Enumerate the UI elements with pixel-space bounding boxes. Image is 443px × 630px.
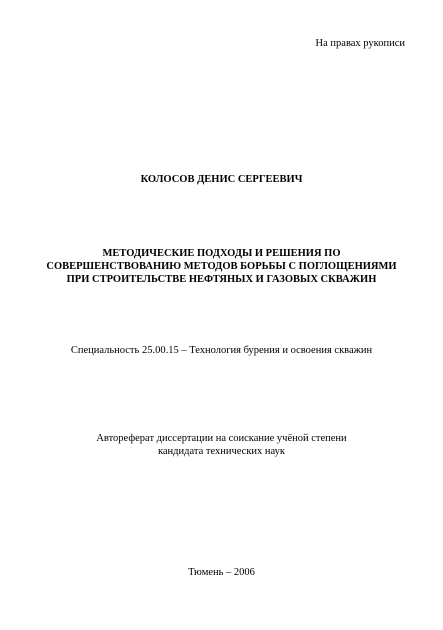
abstract-statement bbox=[0, 432, 443, 458]
city-year: Тюмень – 2006 bbox=[188, 567, 255, 578]
title-line-1: МЕТОДИЧЕСКИЕ ПОДХОДЫ И РЕШЕНИЯ ПО bbox=[102, 248, 341, 259]
title-line-2: СОВЕРШЕНСТВОВАНИЮ МЕТОДОВ БОРЬБЫ С ПОГЛОЩЕНИЯМИ bbox=[46, 261, 397, 272]
title-line-3: ПРИ СТРОИТЕЛЬСТВЕ НЕФТЯНЫХ И ГАЗОВЫХ СКВАЖИН bbox=[66, 274, 377, 285]
dissertation-title bbox=[0, 247, 443, 286]
rights-note: На правах рукописи bbox=[315, 38, 405, 49]
abstract-line-2: кандидата технических наук bbox=[157, 446, 286, 457]
abstract-line-1: Автореферат диссертации на соискание учёной степени bbox=[96, 433, 347, 444]
specialty-line: Специальность 25.00.15 – Технология бурения и освоения скважин bbox=[70, 345, 373, 356]
author-name: КОЛОСОВ ДЕНИС СЕРГЕЕВИЧ bbox=[140, 174, 303, 185]
